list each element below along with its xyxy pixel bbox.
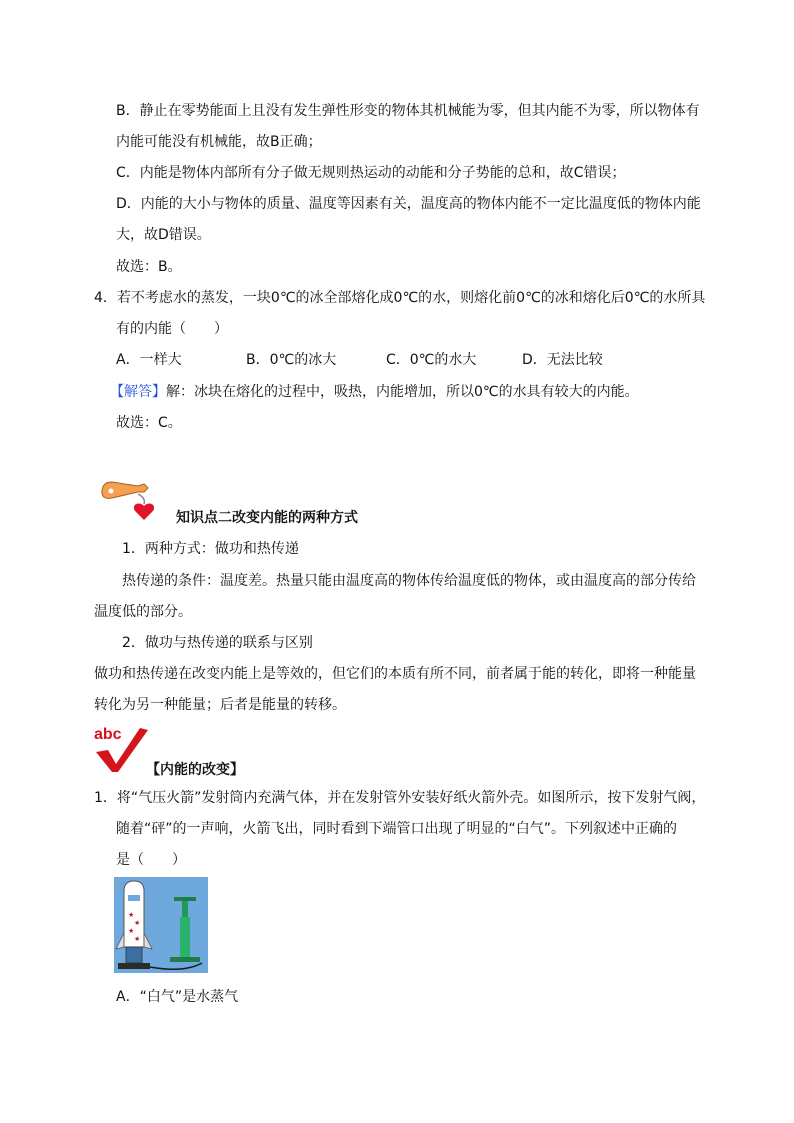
q3-option-c: C．内能是物体内部所有分子做无规则热运动的动能和分子势能的总和，故C错误； [116,165,626,181]
q4-option-b: B．0℃的冰大 [246,352,337,368]
practice-q1-line2: 随着“砰”的一声响，火箭飞出，同时看到下端管口出现了明显的“白气”。下列叙述中正确的 [116,821,678,837]
q4-stem-line1: 4．若不考虑水的蒸发，一块0℃的冰全部熔化成0℃的水，则熔化前0℃的冰和熔化后0℃的水所具 [94,290,706,306]
section-point-2: 2．做功与热传递的联系与区别 [122,635,313,651]
abc-label: abc [94,726,122,743]
section-para-line2: 温度低的部分。 [94,604,192,620]
solution-text: 解：冰块在熔化的过程中，吸热，内能增加，所以0℃的水具有较大的内能。 [166,384,639,400]
q4-option-d: D．无法比较 [522,352,603,368]
q4-solution [110,382,639,402]
svg-text:★: ★ [134,919,141,927]
practice-q1-line1: 1．将“气压火箭”发射筒内充满气体，并在发射管外安装好纸火箭外壳。如图所示，按下发射气阀， [94,790,706,806]
practice-title: 【内能的改变】 [146,762,244,778]
q4-answer: 故选：C。 [116,415,182,431]
rocket-pump-illustration [114,877,208,973]
solution-tag: 【解答】 [110,384,166,400]
abc-check-icon [94,726,150,774]
svg-text:★: ★ [128,927,135,935]
section-para2-line1: 做功和热传递在改变内能上是等效的，但它们的本质有所不同，前者属于能的转化，即将一种能量 [94,666,696,682]
q3-option-b-line1: B．静止在零势能面上且没有发生弹性形变的物体其机械能为零，但其内能不为零，所以物体有 [116,103,700,119]
key-heart-icon [98,476,164,522]
q3-answer: 故选：B。 [116,259,182,275]
practice-q1-option-a: A．“白气”是水蒸气 [116,989,239,1005]
section-point-1: 1．两种方式：做功和热传递 [122,541,299,557]
q3-option-d-line2: 大，故D错误。 [116,227,211,243]
q3-option-b-line2: 内能可能没有机械能，故B正确； [116,134,322,150]
q4-stem-line2: 有的内能（ ） [116,321,228,337]
section-para2-line2: 转化为另一种能量；后者是能量的转移。 [94,697,346,713]
section-title: 知识点二改变内能的两种方式 [176,510,358,526]
q4-option-a: A．一样大 [116,352,182,368]
svg-text:★: ★ [134,935,141,943]
q4-option-c: C．0℃的水大 [386,352,477,368]
section-para-line1: 热传递的条件：温度差。热量只能由温度高的物体传给温度低的物体，或由温度高的部分传给 [122,573,696,589]
q3-option-d-line1: D．内能的大小与物体的质量、温度等因素有关，温度高的物体内能不一定比温度低的物体内能 [116,196,701,212]
practice-q1-line3: 是（ ） [116,852,186,868]
svg-text:★: ★ [128,911,135,919]
